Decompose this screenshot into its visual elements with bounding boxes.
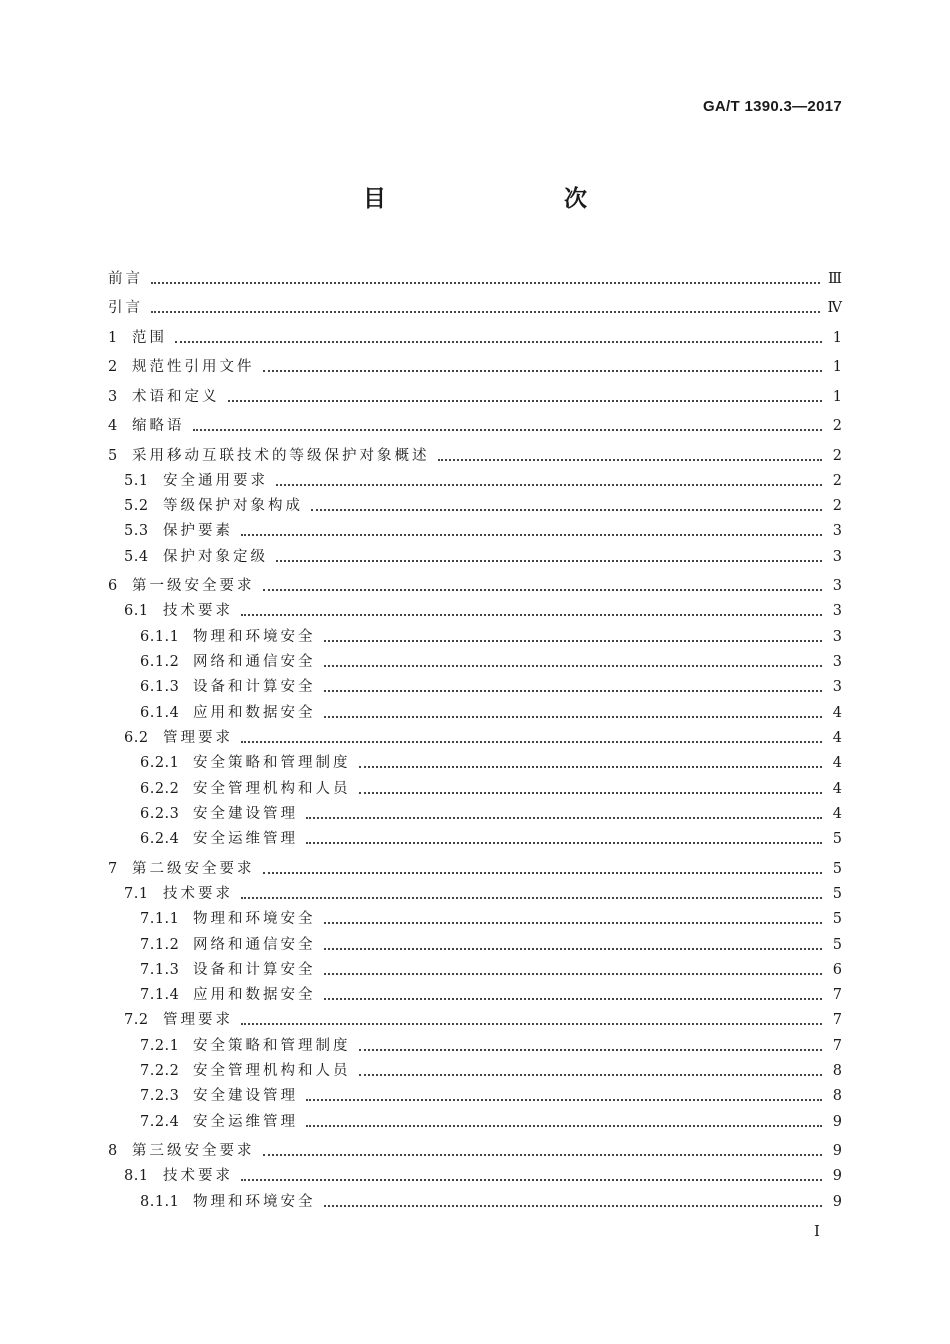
toc-dot-leader bbox=[324, 716, 823, 718]
toc-entry-page: 1 bbox=[832, 359, 842, 375]
toc-entry[interactable] bbox=[108, 823, 842, 848]
toc-dot-leader bbox=[228, 400, 823, 402]
toc-dot-leader bbox=[306, 1099, 822, 1101]
toc-entry-page: 3 bbox=[832, 548, 842, 565]
toc-dot-leader bbox=[324, 1205, 823, 1207]
toc-entry[interactable] bbox=[108, 595, 842, 620]
toc-dot-leader bbox=[151, 282, 820, 284]
toc-entry-label: 应用和数据安全 bbox=[193, 704, 316, 721]
toc-entry-number: 7.1.4 bbox=[140, 987, 180, 1004]
toc-entry-number: 7 bbox=[108, 860, 118, 877]
toc-entry-page: 1 bbox=[832, 388, 842, 405]
toc-dot-leader bbox=[306, 842, 822, 844]
toc-entry-number: 6.2.3 bbox=[140, 805, 180, 822]
toc-entry[interactable] bbox=[108, 288, 842, 318]
toc-entry-page: 8 bbox=[832, 1063, 842, 1080]
page-number: I bbox=[814, 1222, 820, 1240]
toc-entry-label: 安全策略和管理制度 bbox=[193, 755, 351, 772]
toc-entry[interactable] bbox=[108, 317, 842, 347]
toc-entry-label: 安全通用要求 bbox=[163, 472, 268, 489]
toc-dot-leader bbox=[263, 1154, 823, 1156]
toc-entry[interactable] bbox=[108, 620, 842, 645]
toc-entry-number: 6.2 bbox=[124, 729, 149, 746]
toc-entry-label: 管理要求 bbox=[163, 1012, 233, 1029]
toc-entry-number: 7.2.1 bbox=[140, 1037, 180, 1054]
toc-dot-leader bbox=[263, 589, 823, 591]
toc-entry-number: 4 bbox=[108, 418, 118, 434]
toc-entry-label: 采用移动互联技术的等级保护对象概述 bbox=[132, 447, 430, 464]
toc-entry-label: 物理和环境安全 bbox=[193, 911, 316, 928]
toc-entry-label: 网络和通信安全 bbox=[193, 936, 316, 953]
toc-entry-page: 5 bbox=[832, 885, 842, 902]
toc-dot-leader bbox=[241, 1023, 822, 1025]
toc-entry-number: 6.1.1 bbox=[140, 628, 180, 645]
toc-dot-leader bbox=[324, 640, 823, 642]
standard-code: GA/T 1390.3—2017 bbox=[702, 98, 842, 115]
toc-entry-number: 5 bbox=[108, 447, 118, 464]
toc-entry-page: 4 bbox=[832, 780, 842, 797]
toc-dot-leader bbox=[324, 948, 823, 950]
toc-entry-number: 6.2.4 bbox=[140, 831, 180, 848]
toc-entry-page: 5 bbox=[832, 831, 842, 848]
toc-entry-label: 缩略语 bbox=[132, 418, 185, 434]
toc-entry[interactable] bbox=[108, 1029, 842, 1054]
toc-entry-label: 安全管理机构和人员 bbox=[193, 780, 351, 797]
toc-dot-leader bbox=[359, 1049, 823, 1051]
table-of-contents bbox=[108, 258, 842, 1211]
toc-entry-label: 设备和计算安全 bbox=[193, 679, 316, 696]
toc-entry-page: 2 bbox=[832, 472, 842, 489]
toc-entry-number: 6 bbox=[108, 578, 118, 595]
toc-entry[interactable] bbox=[108, 696, 842, 721]
toc-entry-label: 引言 bbox=[108, 300, 143, 316]
toc-entry-number: 2 bbox=[108, 359, 118, 375]
toc-dot-leader bbox=[193, 429, 823, 431]
toc-entry-page: 9 bbox=[832, 1193, 842, 1210]
toc-entry-number: 3 bbox=[108, 388, 118, 405]
toc-dot-leader bbox=[438, 459, 823, 461]
toc-entry[interactable] bbox=[108, 1105, 842, 1130]
toc-entry-number: 6.2.2 bbox=[140, 780, 180, 797]
toc-entry-number: 8.1 bbox=[124, 1168, 149, 1185]
toc-entry-page: Ⅳ bbox=[827, 300, 842, 316]
toc-dot-leader bbox=[306, 1125, 822, 1127]
toc-entry-page: Ⅲ bbox=[828, 270, 842, 287]
toc-entry[interactable] bbox=[108, 878, 842, 903]
toc-dot-leader bbox=[306, 817, 822, 819]
toc-entry-page: 2 bbox=[832, 418, 842, 434]
toc-entry-page: 4 bbox=[832, 755, 842, 772]
toc-entry-page: 9 bbox=[832, 1113, 842, 1130]
toc-entry-number: 7.1 bbox=[124, 885, 149, 902]
toc-entry-number: 7.2 bbox=[124, 1012, 149, 1029]
toc-entry-page: 2 bbox=[832, 498, 842, 515]
toc-entry-label: 安全运维管理 bbox=[193, 831, 298, 848]
toc-entry-number: 6.1 bbox=[124, 603, 149, 620]
toc-entry-number: 5.4 bbox=[124, 548, 149, 565]
toc-entry-number: 6.1.2 bbox=[140, 654, 180, 671]
toc-entry[interactable] bbox=[108, 903, 842, 928]
toc-dot-leader bbox=[324, 973, 823, 975]
toc-entry-number: 5.3 bbox=[124, 523, 149, 540]
toc-entry-page: 9 bbox=[832, 1143, 842, 1160]
toc-entry[interactable] bbox=[108, 979, 842, 1004]
toc-entry-page: 5 bbox=[832, 936, 842, 953]
toc-entry-number: 8 bbox=[108, 1143, 118, 1160]
toc-dot-leader bbox=[324, 998, 823, 1000]
toc-entry-number: 6.1.3 bbox=[140, 679, 180, 696]
toc-entry[interactable] bbox=[108, 646, 842, 671]
toc-entry[interactable] bbox=[108, 1080, 842, 1105]
toc-entry-label: 设备和计算安全 bbox=[193, 961, 316, 978]
toc-entry[interactable] bbox=[108, 490, 842, 515]
toc-entry-page: 4 bbox=[832, 704, 842, 721]
toc-entry-number: 7.2.4 bbox=[140, 1113, 180, 1130]
toc-entry-label: 技术要求 bbox=[163, 603, 233, 620]
toc-entry-page: 1 bbox=[832, 329, 842, 346]
toc-entry-page: 5 bbox=[832, 911, 842, 928]
toc-entry-number: 7.2.3 bbox=[140, 1088, 180, 1105]
toc-entry-label: 规范性引用文件 bbox=[132, 359, 255, 375]
toc-entry[interactable] bbox=[108, 1004, 842, 1029]
toc-entry[interactable] bbox=[108, 772, 842, 797]
toc-entry-page: 2 bbox=[832, 447, 842, 464]
toc-dot-leader bbox=[151, 311, 820, 313]
toc-entry-number: 6.1.4 bbox=[140, 704, 180, 721]
toc-entry-page: 3 bbox=[832, 679, 842, 696]
toc-dot-leader bbox=[359, 792, 823, 794]
toc-dot-leader bbox=[241, 897, 822, 899]
toc-entry[interactable] bbox=[108, 747, 842, 772]
toc-entry-page: 3 bbox=[832, 603, 842, 620]
toc-dot-leader bbox=[324, 922, 823, 924]
toc-entry[interactable] bbox=[108, 435, 842, 465]
toc-entry[interactable] bbox=[108, 722, 842, 747]
toc-entry-page: 9 bbox=[832, 1168, 842, 1185]
toc-entry-number: 1 bbox=[108, 329, 118, 346]
toc-entry-label: 物理和环境安全 bbox=[193, 628, 316, 645]
toc-entry[interactable] bbox=[108, 671, 842, 696]
toc-dot-leader bbox=[276, 560, 822, 562]
toc-entry-label: 安全运维管理 bbox=[193, 1113, 298, 1130]
toc-entry[interactable] bbox=[108, 1185, 842, 1210]
toc-entry-number: 6.2.1 bbox=[140, 755, 180, 772]
toc-entry-number: 5.2 bbox=[124, 498, 149, 515]
toc-entry-label: 保护要素 bbox=[163, 523, 233, 540]
toc-entry-number: 7.1.2 bbox=[140, 936, 180, 953]
toc-entry-label: 安全管理机构和人员 bbox=[193, 1063, 351, 1080]
toc-entry-page: 7 bbox=[832, 1012, 842, 1029]
toc-dot-leader bbox=[241, 741, 822, 743]
toc-entry[interactable] bbox=[108, 848, 842, 878]
toc-entry-label: 应用和数据安全 bbox=[193, 987, 316, 1004]
toc-entry-number: 7.1.1 bbox=[140, 911, 180, 928]
toc-entry[interactable] bbox=[108, 1131, 842, 1161]
toc-entry-page: 7 bbox=[832, 987, 842, 1004]
toc-entry[interactable] bbox=[108, 515, 842, 540]
toc-entry[interactable] bbox=[108, 1055, 842, 1080]
toc-entry-label: 网络和通信安全 bbox=[193, 654, 316, 671]
toc-dot-leader bbox=[276, 484, 822, 486]
toc-entry-page: 8 bbox=[832, 1088, 842, 1105]
toc-entry-page: 3 bbox=[832, 628, 842, 645]
toc-dot-leader bbox=[263, 370, 823, 372]
toc-entry-label: 等级保护对象构成 bbox=[163, 498, 303, 515]
toc-entry-label: 安全建设管理 bbox=[193, 1088, 298, 1105]
toc-dot-leader bbox=[241, 1179, 822, 1181]
toc-dot-leader bbox=[359, 1074, 823, 1076]
toc-entry[interactable] bbox=[108, 954, 842, 979]
toc-dot-leader bbox=[263, 872, 823, 874]
toc-entry[interactable] bbox=[108, 928, 842, 953]
toc-entry-label: 技术要求 bbox=[163, 1168, 233, 1185]
toc-entry-label: 物理和环境安全 bbox=[193, 1193, 316, 1210]
toc-entry-label: 第二级安全要求 bbox=[132, 860, 255, 877]
toc-dot-leader bbox=[324, 690, 823, 692]
toc-entry-label: 第一级安全要求 bbox=[132, 578, 255, 595]
toc-entry[interactable] bbox=[108, 258, 842, 288]
toc-dot-leader bbox=[175, 341, 822, 343]
toc-entry-page: 4 bbox=[832, 805, 842, 822]
toc-entry[interactable] bbox=[108, 540, 842, 565]
toc-entry-label: 安全建设管理 bbox=[193, 805, 298, 822]
toc-entry-label: 安全策略和管理制度 bbox=[193, 1037, 351, 1054]
toc-entry-label: 术语和定义 bbox=[132, 388, 220, 405]
toc-entry[interactable] bbox=[108, 465, 842, 490]
toc-entry-number: 7.2.2 bbox=[140, 1063, 180, 1080]
toc-entry-page: 3 bbox=[832, 654, 842, 671]
toc-title: 目 次 bbox=[363, 186, 631, 212]
toc-entry[interactable] bbox=[108, 566, 842, 596]
toc-entry-label: 技术要求 bbox=[163, 885, 233, 902]
toc-entry[interactable] bbox=[108, 1160, 842, 1185]
toc-entry-number: 5.1 bbox=[124, 472, 149, 489]
toc-entry-page: 3 bbox=[832, 523, 842, 540]
toc-dot-leader bbox=[324, 665, 823, 667]
toc-entry-label: 范围 bbox=[132, 329, 167, 346]
toc-entry-label: 管理要求 bbox=[163, 729, 233, 746]
toc-entry-label: 保护对象定级 bbox=[163, 548, 268, 565]
toc-entry[interactable] bbox=[108, 376, 842, 406]
toc-entry-label: 第三级安全要求 bbox=[132, 1143, 255, 1160]
toc-entry-page: 6 bbox=[832, 961, 842, 978]
toc-entry[interactable] bbox=[108, 406, 842, 436]
toc-dot-leader bbox=[241, 614, 822, 616]
toc-entry[interactable] bbox=[108, 347, 842, 377]
toc-entry-page: 3 bbox=[832, 578, 842, 595]
toc-entry-page: 7 bbox=[832, 1037, 842, 1054]
toc-dot-leader bbox=[359, 766, 823, 768]
toc-entry-label: 前言 bbox=[108, 270, 143, 287]
toc-dot-leader bbox=[241, 534, 822, 536]
toc-entry-number: 7.1.3 bbox=[140, 961, 180, 978]
toc-entry-number: 8.1.1 bbox=[140, 1193, 180, 1210]
toc-entry[interactable] bbox=[108, 798, 842, 823]
toc-entry-page: 4 bbox=[832, 729, 842, 746]
toc-dot-leader bbox=[311, 509, 822, 511]
toc-entry-page: 5 bbox=[832, 860, 842, 877]
